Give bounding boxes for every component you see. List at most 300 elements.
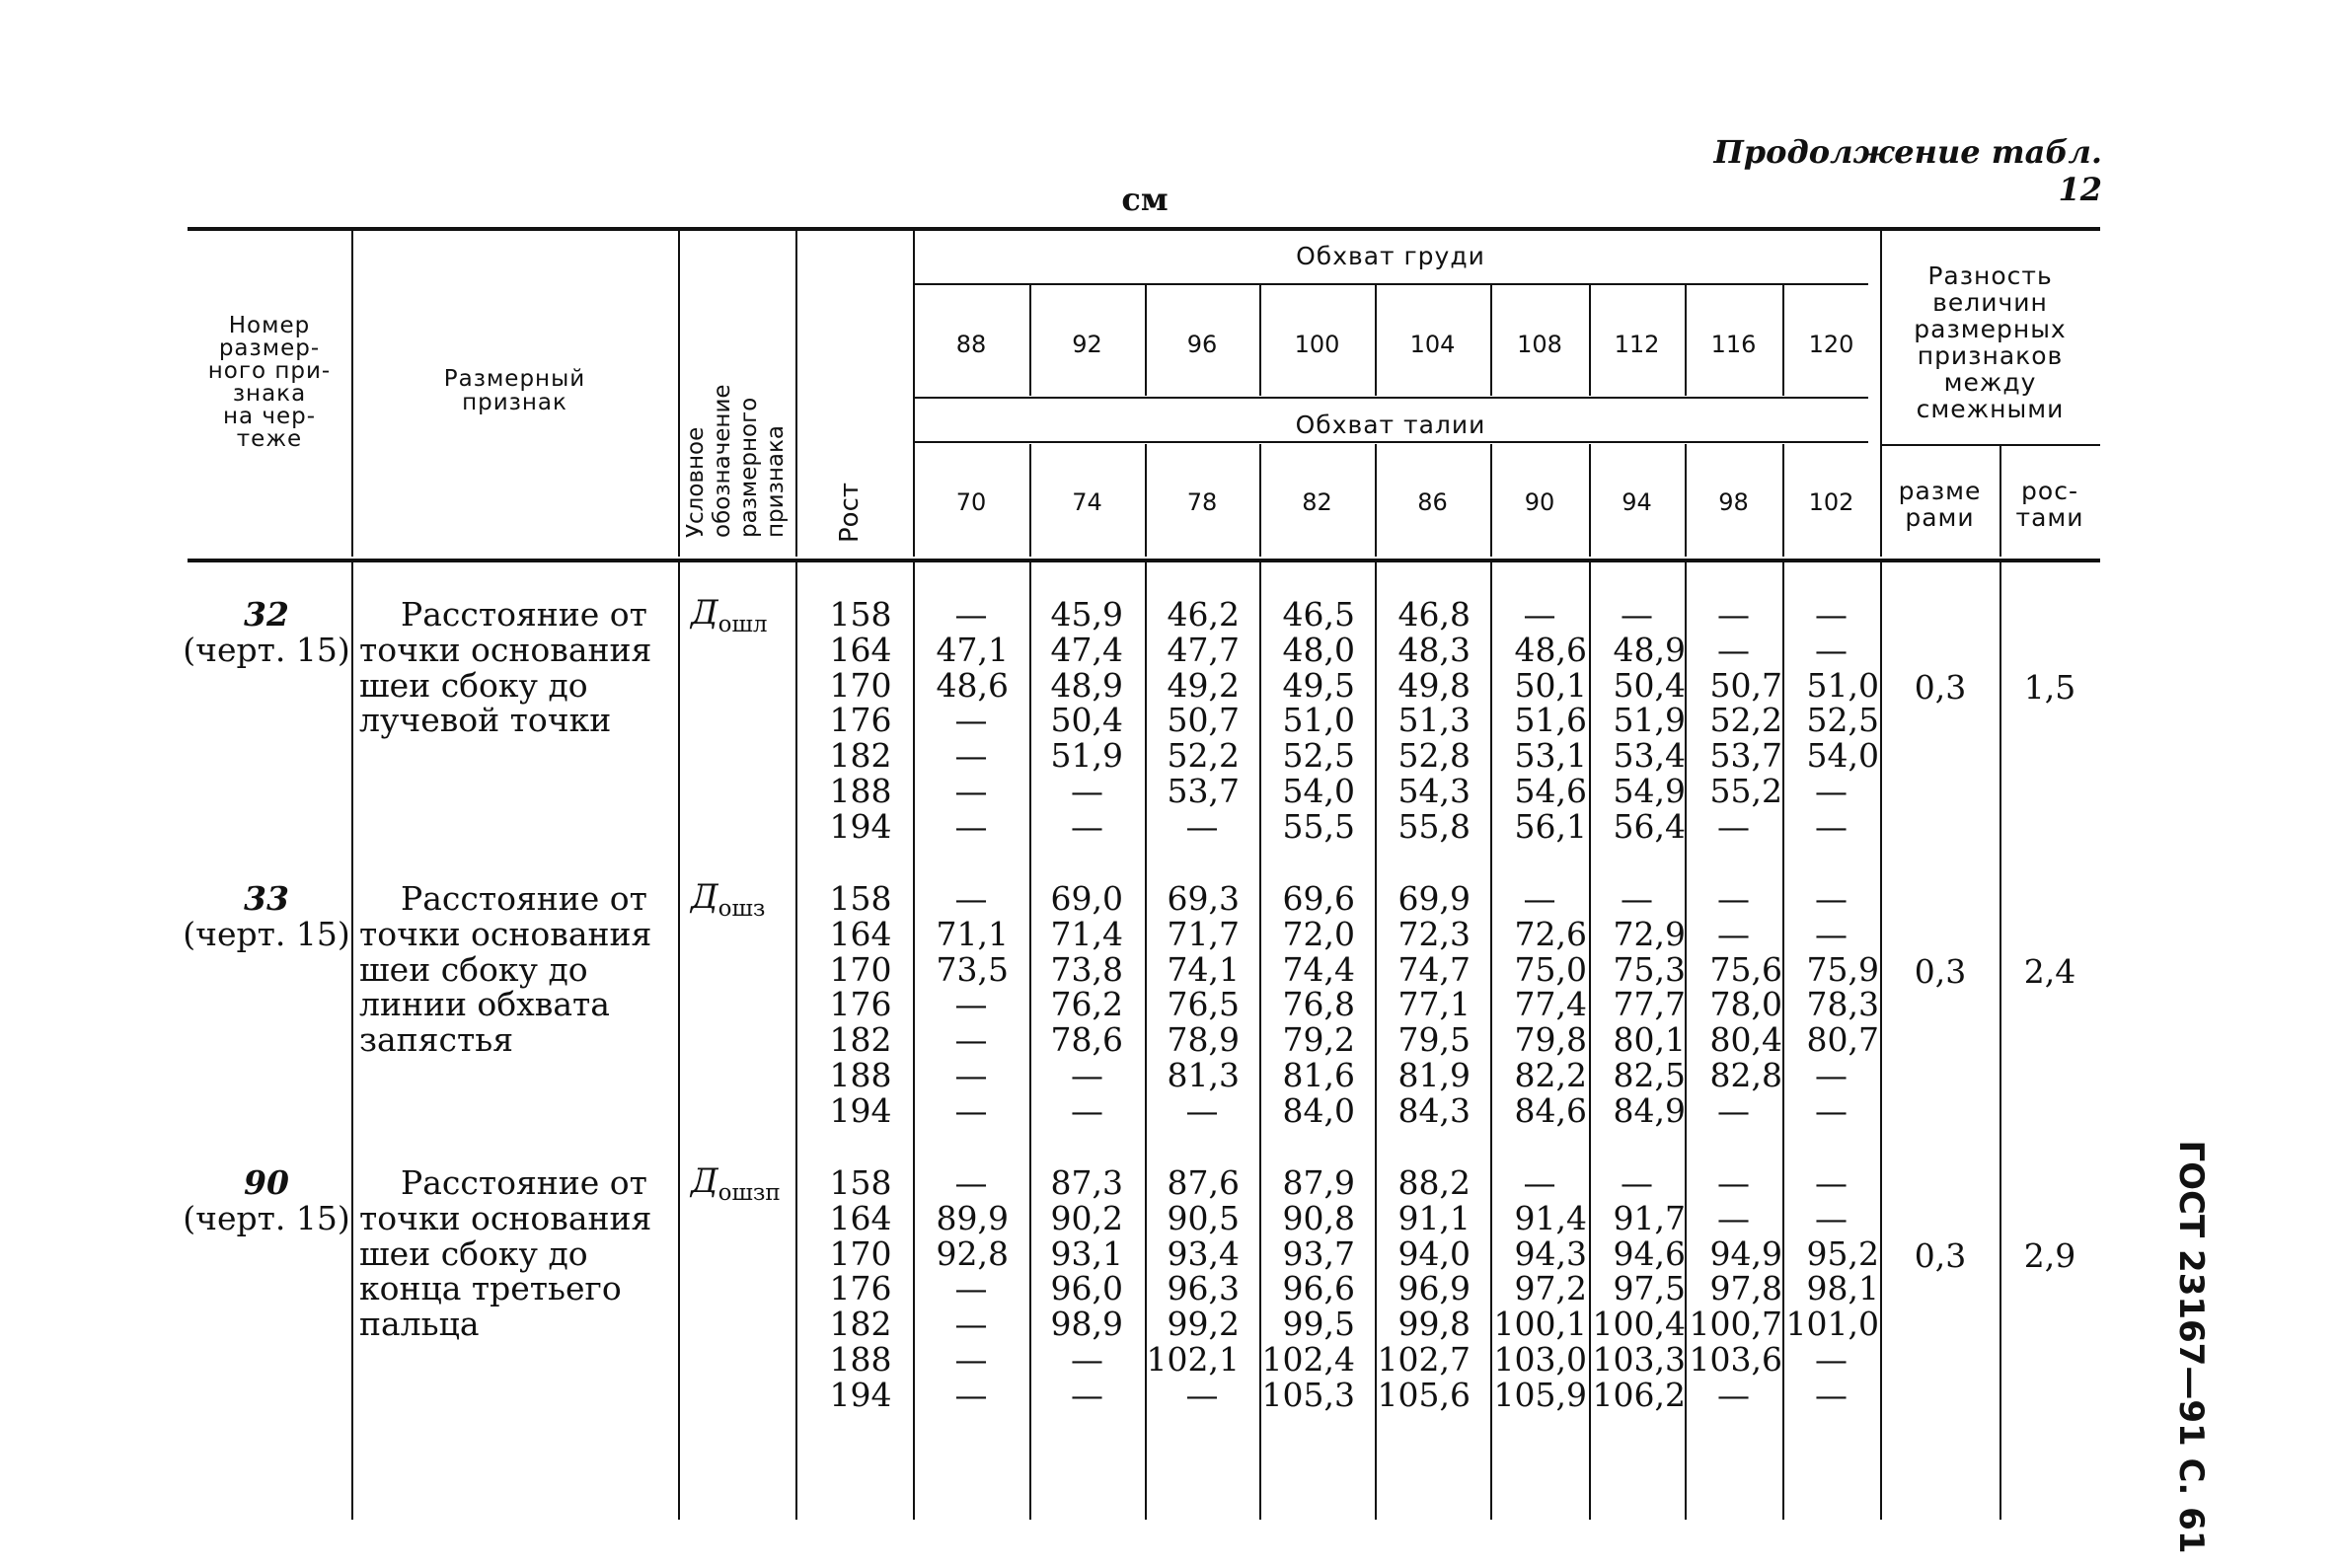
unit-label: см xyxy=(1121,181,1169,218)
table-cell: — xyxy=(954,806,988,846)
table-cell: — xyxy=(1071,806,1103,846)
table-cell: 90,8 xyxy=(1282,1198,1355,1237)
table-cell: 51,9 xyxy=(1613,701,1686,740)
table-cell: — xyxy=(1185,806,1219,846)
table-cell: 78,3 xyxy=(1806,985,1879,1024)
table-cell: 48,3 xyxy=(1397,630,1471,669)
table-cell: 82,2 xyxy=(1514,1056,1587,1094)
table-cell: 54,6 xyxy=(1514,772,1587,810)
table-cell: 53,4 xyxy=(1613,736,1686,776)
description-line: конца третьего xyxy=(359,1269,622,1308)
table-cell: 72,0 xyxy=(1282,914,1355,953)
table-cell: 80,4 xyxy=(1709,1020,1782,1060)
table-cell: 75,6 xyxy=(1709,949,1782,989)
description-line: точки основания xyxy=(359,1198,652,1237)
height-value: 170 xyxy=(829,949,892,989)
table-cell: — xyxy=(954,701,988,740)
table-cell: 45,9 xyxy=(1050,595,1123,634)
table-cell: 54,3 xyxy=(1397,772,1471,810)
table-cell: 105,9 xyxy=(1493,1375,1587,1414)
header-number-line: размер- xyxy=(218,336,321,361)
chest-value: 120 xyxy=(1808,331,1854,358)
table-cell: 100,4 xyxy=(1592,1305,1686,1344)
row-chart-ref: (черт. 15) xyxy=(183,1198,350,1237)
table-cell: — xyxy=(1815,914,1848,953)
table-cell: 88,2 xyxy=(1397,1163,1471,1202)
table-cell: — xyxy=(954,1090,988,1130)
table-cell: 46,8 xyxy=(1397,595,1471,634)
table-cell: 80,7 xyxy=(1806,1020,1879,1060)
table-cell: — xyxy=(1071,772,1103,810)
table-caption: Продолжение табл. 12 xyxy=(1713,133,2102,208)
table-cell: 72,9 xyxy=(1613,914,1686,953)
table-cell: — xyxy=(1815,879,1848,918)
table-cell: 52,5 xyxy=(1282,736,1355,776)
table-cell: 74,7 xyxy=(1397,949,1471,989)
table-cell: — xyxy=(954,1340,988,1379)
table-cell: 47,4 xyxy=(1050,630,1123,669)
height-value: 194 xyxy=(829,1090,892,1130)
table-cell: — xyxy=(1717,595,1750,634)
table-cell: 51,3 xyxy=(1397,701,1471,740)
diff-sizes-header: разме xyxy=(1898,477,1982,505)
diff-heights-value: 2,4 xyxy=(2023,951,2076,991)
table-cell: 52,2 xyxy=(1167,736,1240,776)
diff-group-line: размерных xyxy=(1914,315,2067,343)
waist-value: 98 xyxy=(1718,488,1749,516)
description-line: линии обхвата xyxy=(359,985,610,1024)
table-cell: — xyxy=(1071,1056,1103,1094)
row-description xyxy=(359,597,685,738)
table-cell: 94,3 xyxy=(1514,1233,1587,1273)
chest-value: 92 xyxy=(1072,331,1102,358)
description-line: Расстояние от xyxy=(401,595,647,634)
table-cell: — xyxy=(954,1056,988,1094)
table-cell: 89,9 xyxy=(936,1198,1009,1237)
table-cell: 55,8 xyxy=(1397,806,1471,846)
table-cell: 90,5 xyxy=(1167,1198,1240,1237)
table-cell: 48,9 xyxy=(1050,665,1123,705)
waist-group-label: Обхват талии xyxy=(1295,411,1486,439)
description-line: Расстояние от xyxy=(401,1163,647,1202)
table-cell: 55,2 xyxy=(1709,772,1782,810)
diff-group-line: величин xyxy=(1932,288,2048,317)
height-value: 170 xyxy=(829,665,892,705)
table-cell: — xyxy=(954,985,988,1024)
table-cell: 82,8 xyxy=(1709,1056,1782,1094)
height-value: 158 xyxy=(829,1163,892,1202)
table-cell: — xyxy=(1717,1163,1750,1202)
symbol-main: Д xyxy=(691,1161,718,1201)
table-cell: — xyxy=(1621,595,1653,634)
table-cell: 54,0 xyxy=(1806,736,1879,776)
table-cell: 78,0 xyxy=(1709,985,1782,1024)
table-cell: 79,2 xyxy=(1282,1020,1355,1060)
table-cell: — xyxy=(954,1375,988,1414)
height-value: 176 xyxy=(829,701,892,740)
table-cell: 53,7 xyxy=(1709,736,1782,776)
diff-sizes-value: 0,3 xyxy=(1914,1235,1967,1275)
table-cell: 102,4 xyxy=(1261,1340,1355,1379)
diff-heights-header: рос- xyxy=(2021,477,2078,505)
waist-value: 94 xyxy=(1622,488,1652,516)
table-cell: 99,8 xyxy=(1397,1305,1471,1344)
table-cell: 73,8 xyxy=(1050,949,1123,989)
gost-side-label: ГОСТ 23167—91 С. 61 xyxy=(2171,1140,2211,1554)
table-cell: — xyxy=(1815,772,1848,810)
table-cell: 77,4 xyxy=(1514,985,1587,1024)
height-value: 188 xyxy=(829,1056,892,1094)
row-chart-ref: (черт. 15) xyxy=(183,914,350,953)
table-cell: 71,1 xyxy=(936,914,1009,953)
table-cell: 79,5 xyxy=(1397,1020,1471,1060)
header-number-line: теже xyxy=(236,426,303,452)
table-cell: 99,2 xyxy=(1167,1305,1240,1344)
table-cell: — xyxy=(954,736,988,776)
description-line: шеи сбоку до xyxy=(359,949,588,989)
table-cell: 96,3 xyxy=(1167,1269,1240,1308)
table-cell: 75,9 xyxy=(1806,949,1879,989)
table-cell: 52,2 xyxy=(1709,701,1782,740)
table-cell: — xyxy=(1523,595,1556,634)
table-cell: — xyxy=(1815,1163,1848,1202)
table-cell: — xyxy=(1815,1375,1848,1414)
table-cell: — xyxy=(1815,806,1848,846)
v-after-symbol-body xyxy=(795,562,797,1520)
header-feature-line: Размерный xyxy=(443,366,586,392)
symbol-main: Д xyxy=(691,593,718,633)
table-cell: — xyxy=(1717,879,1750,918)
header-number-line: Номер xyxy=(228,313,311,338)
table-cell: — xyxy=(1815,1056,1848,1094)
header-number-line: знака xyxy=(232,381,307,407)
table-cell: 91,7 xyxy=(1613,1198,1686,1237)
height-value: 182 xyxy=(829,736,892,776)
waist-value: 74 xyxy=(1072,488,1102,516)
chest-group-label: Обхват груди xyxy=(1296,242,1485,270)
table-cell: 51,0 xyxy=(1282,701,1355,740)
table-cell: — xyxy=(1523,879,1556,918)
table-cell: — xyxy=(1185,1090,1219,1130)
table-cell: 103,6 xyxy=(1689,1340,1782,1379)
waist-value: 78 xyxy=(1186,488,1218,516)
table-cell: 69,6 xyxy=(1282,879,1355,918)
table-cell: 53,1 xyxy=(1514,736,1587,776)
table-cell: 49,8 xyxy=(1397,665,1471,705)
height-value: 176 xyxy=(829,985,892,1024)
table-cell: 97,2 xyxy=(1514,1269,1587,1308)
row-number-value: 33 xyxy=(244,879,289,918)
table-cell: 78,9 xyxy=(1167,1020,1240,1060)
table-cell: — xyxy=(954,595,988,634)
table-cell: 87,9 xyxy=(1282,1163,1355,1202)
table-cell: — xyxy=(1717,1375,1750,1414)
table-cell: 81,6 xyxy=(1282,1056,1355,1094)
table-cell: 50,7 xyxy=(1709,665,1782,705)
table-cell: — xyxy=(1621,879,1653,918)
table-cell: 77,1 xyxy=(1397,985,1471,1024)
table-cell: — xyxy=(1185,1375,1219,1414)
table-cell: 56,1 xyxy=(1514,806,1587,846)
table-cell: 50,1 xyxy=(1514,665,1587,705)
table-cell: 78,6 xyxy=(1050,1020,1123,1060)
diff-sizes-value: 0,3 xyxy=(1914,667,1967,707)
row-description xyxy=(359,1165,685,1342)
table-cell: — xyxy=(954,1305,988,1344)
table-cell: 91,1 xyxy=(1397,1198,1471,1237)
table-cell: 76,2 xyxy=(1050,985,1123,1024)
chest-value: 116 xyxy=(1710,331,1757,358)
table-cell: 81,9 xyxy=(1397,1056,1471,1094)
table-cell: 72,3 xyxy=(1397,914,1471,953)
table-cell: 97,8 xyxy=(1709,1269,1782,1308)
row-number-value: 32 xyxy=(244,595,289,634)
row-number xyxy=(178,881,355,952)
table-cell: 48,0 xyxy=(1282,630,1355,669)
table-cell: 75,3 xyxy=(1613,949,1686,989)
table-cell: 46,5 xyxy=(1282,595,1355,634)
v-after-feature-head xyxy=(678,231,680,557)
table-cell: 99,5 xyxy=(1282,1305,1355,1344)
height-value: 182 xyxy=(829,1020,892,1060)
table-cell: 50,7 xyxy=(1167,701,1240,740)
table-cell: — xyxy=(1717,1090,1750,1130)
table-cell: 79,8 xyxy=(1514,1020,1587,1060)
table-cell: 51,6 xyxy=(1514,701,1587,740)
table-cell: 96,0 xyxy=(1050,1269,1123,1308)
table-cell: 98,9 xyxy=(1050,1305,1123,1344)
table-cell: 87,3 xyxy=(1050,1163,1123,1202)
table-cell: 47,7 xyxy=(1167,630,1240,669)
table-cell: 77,7 xyxy=(1613,985,1686,1024)
table-cell: 69,3 xyxy=(1167,879,1240,918)
table-cell: — xyxy=(1815,1090,1848,1130)
table-cell: 84,3 xyxy=(1397,1090,1471,1130)
table-cell: 53,7 xyxy=(1167,772,1240,810)
table-cell: — xyxy=(1621,1163,1653,1202)
table-cell: 69,9 xyxy=(1397,879,1471,918)
header-symbol-line: Условное xyxy=(683,426,709,538)
table-cell: 106,2 xyxy=(1592,1375,1686,1414)
table-cell: — xyxy=(1815,630,1848,669)
v-after-chest-body xyxy=(1880,562,1882,1520)
header-symbol-line: обозначение xyxy=(710,384,735,538)
waist-group-rule xyxy=(913,397,1868,399)
row-number-value: 90 xyxy=(244,1163,289,1202)
table-cell: 72,6 xyxy=(1514,914,1587,953)
symbol-main: Д xyxy=(691,877,718,917)
description-line: точки основания xyxy=(359,914,652,953)
table-cell: 49,5 xyxy=(1282,665,1355,705)
header-bottom-rule xyxy=(188,559,2100,562)
table-cell: 105,3 xyxy=(1261,1375,1355,1414)
table-cell: 84,0 xyxy=(1282,1090,1355,1130)
waist-label-rule xyxy=(913,441,1868,443)
table-cell: 75,0 xyxy=(1514,949,1587,989)
table-cell: — xyxy=(1717,630,1750,669)
table-cell: 56,4 xyxy=(1613,806,1686,846)
description-line: запястья xyxy=(359,1020,514,1060)
diff-sizes-value: 0,3 xyxy=(1914,951,1967,991)
header-number-line: на чер- xyxy=(222,404,317,429)
table-cell: 52,5 xyxy=(1806,701,1879,740)
row-description xyxy=(359,881,685,1058)
description-line: Расстояние от xyxy=(401,879,647,918)
table-cell: 51,0 xyxy=(1806,665,1879,705)
table-cell: 49,2 xyxy=(1167,665,1240,705)
height-value: 188 xyxy=(829,772,892,810)
table-cell: 94,9 xyxy=(1709,1233,1782,1273)
table-cell: 51,9 xyxy=(1050,736,1123,776)
v-after-symbol-head xyxy=(795,231,797,557)
table-cell: 71,7 xyxy=(1167,914,1240,953)
table-cell: 48,6 xyxy=(936,665,1009,705)
chest-value: 96 xyxy=(1186,331,1218,358)
table-cell: 87,6 xyxy=(1167,1163,1240,1202)
table-cell: 102,7 xyxy=(1377,1340,1471,1379)
v-after-number-body xyxy=(351,562,353,1520)
table-cell: 97,5 xyxy=(1613,1269,1686,1308)
height-value: 176 xyxy=(829,1269,892,1308)
table-cell: 92,8 xyxy=(936,1233,1009,1273)
height-value: 164 xyxy=(829,914,892,953)
waist-value: 102 xyxy=(1808,488,1854,516)
height-value: 188 xyxy=(829,1340,892,1379)
row-symbol xyxy=(691,1161,781,1206)
table-cell: 84,6 xyxy=(1514,1090,1587,1130)
table-cell: — xyxy=(1071,1090,1103,1130)
height-value: 182 xyxy=(829,1305,892,1344)
chest-value: 108 xyxy=(1517,331,1562,358)
table-cell: — xyxy=(1815,1340,1848,1379)
table-cell: 73,5 xyxy=(936,949,1009,989)
height-value: 158 xyxy=(829,595,892,634)
table-cell: — xyxy=(1071,1375,1103,1414)
table-cell: 54,9 xyxy=(1613,772,1686,810)
table-cell: 100,1 xyxy=(1493,1305,1587,1344)
symbol-sub: ошл xyxy=(717,611,768,637)
table-cell: 74,4 xyxy=(1282,949,1355,989)
table-cell: — xyxy=(1717,806,1750,846)
table-cell: 84,9 xyxy=(1613,1090,1686,1130)
table-cell: 74,1 xyxy=(1167,949,1240,989)
header-height: Рост xyxy=(835,482,865,543)
header-feature-line: признак xyxy=(462,390,567,415)
height-value: 194 xyxy=(829,806,892,846)
table-cell: 93,1 xyxy=(1050,1233,1123,1273)
waist-value: 82 xyxy=(1302,488,1332,516)
diff-sub-rule xyxy=(1880,444,2100,446)
table-cell: — xyxy=(954,772,988,810)
table-cell: — xyxy=(1815,595,1848,634)
table-cell: — xyxy=(954,1020,988,1060)
table-cell: 102,1 xyxy=(1146,1340,1240,1379)
table-cell: 90,2 xyxy=(1050,1198,1123,1237)
table-cell: 69,0 xyxy=(1050,879,1123,918)
table-cell: 50,4 xyxy=(1613,665,1686,705)
header-symbol-line: признака xyxy=(763,425,789,538)
description-line: шеи сбоку до xyxy=(359,1233,588,1273)
symbol-sub: ошз xyxy=(717,895,766,922)
diff-group-line: между xyxy=(1943,368,2037,397)
description-line: точки основания xyxy=(359,630,652,669)
table-cell: 71,4 xyxy=(1050,914,1123,953)
table-cell: 48,9 xyxy=(1613,630,1686,669)
description-line: лучевой точки xyxy=(359,701,612,740)
table-cell: 54,0 xyxy=(1282,772,1355,810)
table-cell: 94,6 xyxy=(1613,1233,1686,1273)
waist-value: 86 xyxy=(1417,488,1448,516)
table-cell: 80,1 xyxy=(1613,1020,1686,1060)
diff-sizes-header: рами xyxy=(1905,503,1975,532)
row-chart-ref: (черт. 15) xyxy=(183,630,350,669)
diff-heights-value: 1,5 xyxy=(2023,667,2076,707)
table-cell: 96,6 xyxy=(1282,1269,1355,1308)
table-cell: 48,6 xyxy=(1514,630,1587,669)
table-cell: — xyxy=(1071,1340,1103,1379)
row-number xyxy=(178,1165,355,1236)
diff-group-line: Разность xyxy=(1927,261,2053,290)
row-symbol xyxy=(691,593,768,637)
height-value: 170 xyxy=(829,1233,892,1273)
table-cell: 103,0 xyxy=(1493,1340,1587,1379)
height-value: 194 xyxy=(829,1375,892,1414)
table-cell: 93,4 xyxy=(1167,1233,1240,1273)
table-cell: 52,8 xyxy=(1397,736,1471,776)
table-cell: 100,7 xyxy=(1689,1305,1782,1344)
table-cell: — xyxy=(1717,1198,1750,1237)
chest-group-rule xyxy=(913,283,1868,285)
table-cell: 76,8 xyxy=(1282,985,1355,1024)
header-symbol-line: размерного xyxy=(736,397,762,538)
header-number-line: ного при- xyxy=(207,358,332,384)
waist-value: 90 xyxy=(1524,488,1555,516)
description-line: шеи сбоку до xyxy=(359,665,588,705)
table-cell: — xyxy=(954,1269,988,1308)
table-cell: 47,1 xyxy=(936,630,1009,669)
table-cell: — xyxy=(1523,1163,1556,1202)
chest-value: 100 xyxy=(1294,331,1340,358)
table-cell: 96,9 xyxy=(1397,1269,1471,1308)
table-cell: 94,0 xyxy=(1397,1233,1471,1273)
table-cell: 50,4 xyxy=(1050,701,1123,740)
table-cell: 76,5 xyxy=(1167,985,1240,1024)
table-cell: 98,1 xyxy=(1806,1269,1879,1308)
table-cell: 105,6 xyxy=(1377,1375,1471,1414)
height-value: 158 xyxy=(829,879,892,918)
top-rule xyxy=(188,227,2100,231)
table-cell: 55,5 xyxy=(1282,806,1355,846)
row-symbol xyxy=(691,877,765,922)
height-value: 164 xyxy=(829,1198,892,1237)
table-cell: — xyxy=(954,879,988,918)
diff-group-line: смежными xyxy=(1916,395,2065,423)
diff-group-line: признаков xyxy=(1917,341,2064,370)
table-cell: — xyxy=(1815,1198,1848,1237)
diff-heights-value: 2,9 xyxy=(2023,1235,2076,1275)
table-cell: 91,4 xyxy=(1514,1198,1587,1237)
table-cell: 93,7 xyxy=(1282,1233,1355,1273)
row-number xyxy=(178,597,355,668)
table-cell: 101,0 xyxy=(1785,1305,1879,1344)
table-cell: — xyxy=(954,1163,988,1202)
diff-heights-header: тами xyxy=(2015,503,2084,532)
chest-value: 88 xyxy=(955,331,987,358)
table-cell: 81,3 xyxy=(1167,1056,1240,1094)
chest-value: 112 xyxy=(1614,331,1660,358)
table-cell: — xyxy=(1717,914,1750,953)
description-line: пальца xyxy=(359,1305,480,1344)
